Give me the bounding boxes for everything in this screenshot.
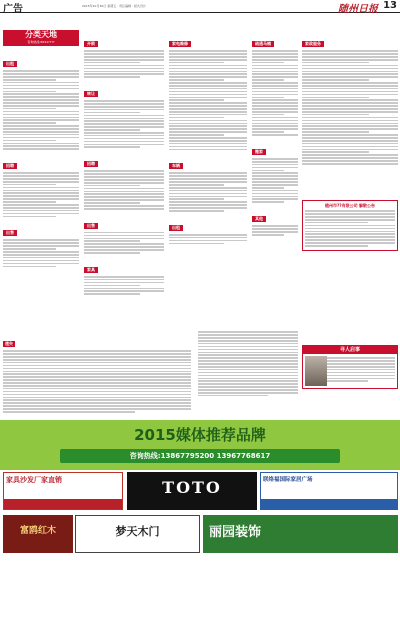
section-lock-heading: 开锁 — [84, 41, 98, 47]
media-brand-banner[interactable] — [0, 420, 400, 470]
section-transfer-heading: 转让 — [84, 91, 98, 97]
seek-title: 寻人启事 — [303, 346, 397, 354]
section-moving-heading: 搬家 — [252, 149, 266, 155]
lost-notices-left — [3, 330, 191, 414]
media-banner-phone: 咨询热线:13867795200 13967768617 — [60, 449, 340, 463]
missing-person-photo — [305, 356, 327, 386]
section-housekeeping-heading: 家政服务 — [302, 41, 324, 47]
column-1 — [3, 50, 79, 269]
column-4 — [252, 30, 298, 238]
section-title: 广告 — [3, 4, 23, 15]
classified-phone: 咨询热线:6591???? — [27, 40, 55, 44]
mahogany-ad[interactable] — [3, 515, 73, 553]
lost-heading: 遗失 — [5, 341, 13, 346]
section-furniture-heading: 家具 — [84, 267, 98, 273]
classified-header — [3, 30, 79, 46]
media-banner-title: 2015媒体推荐品牌 — [134, 426, 266, 444]
decoration-ad[interactable] — [203, 515, 398, 553]
home-plaza-ad[interactable] — [260, 472, 398, 510]
door-ad[interactable] — [75, 515, 200, 553]
section-other-heading: 其他 — [252, 216, 266, 222]
lost-notices-right — [198, 330, 298, 398]
furniture-ad[interactable] — [3, 472, 123, 510]
classified-title: 分类天地 — [25, 30, 57, 39]
missing-person-notice — [302, 345, 398, 389]
section-sale-heading: 出售 — [3, 230, 17, 236]
ad-row-2 — [0, 472, 400, 512]
section-hiring-heading: 招聘 — [3, 163, 17, 169]
section-vehicle-heading: 车辆 — [169, 163, 183, 169]
toto-logo: TOTO — [162, 478, 222, 497]
mahogany-ad-title: 富鸥红木 — [19, 526, 56, 536]
toto-ad[interactable] — [127, 472, 257, 510]
newspaper-logo: 随州日报 — [338, 4, 378, 15]
section-appliance-repair-heading: 家电维修 — [169, 41, 191, 47]
column-3 — [169, 30, 247, 246]
furniture-ad-title: 家具沙发厂家直销 — [6, 476, 62, 484]
section-rent2-heading: 出租 — [169, 225, 183, 231]
column-5 — [302, 30, 398, 167]
company-dissolution-notice — [302, 200, 398, 251]
issue-info: 2015年10月30日 星期五 · 责任编辑 · 版式设计 — [82, 4, 146, 8]
home-plaza-ad-footer — [261, 499, 397, 509]
home-plaza-ad-title: 联络福国际家居广场 — [263, 477, 313, 483]
decoration-ad-title: 丽园装饰 — [209, 525, 262, 540]
page-number: 13 — [383, 0, 397, 11]
section-rent-heading: 出租 — [3, 61, 17, 67]
section-hiring2-heading: 招聘 — [84, 161, 98, 167]
section-sale2-heading: 出售 — [84, 223, 98, 229]
section-plumbing-heading: 疏通马桶 — [252, 41, 274, 47]
notice-title: 随州市??有限公司 解散公告 — [324, 203, 376, 208]
furniture-ad-footer — [4, 499, 122, 509]
column-2 — [84, 30, 164, 297]
ad-row-3 — [0, 515, 400, 634]
masthead — [0, 0, 400, 13]
door-ad-title: 梦天木门 — [115, 525, 160, 538]
